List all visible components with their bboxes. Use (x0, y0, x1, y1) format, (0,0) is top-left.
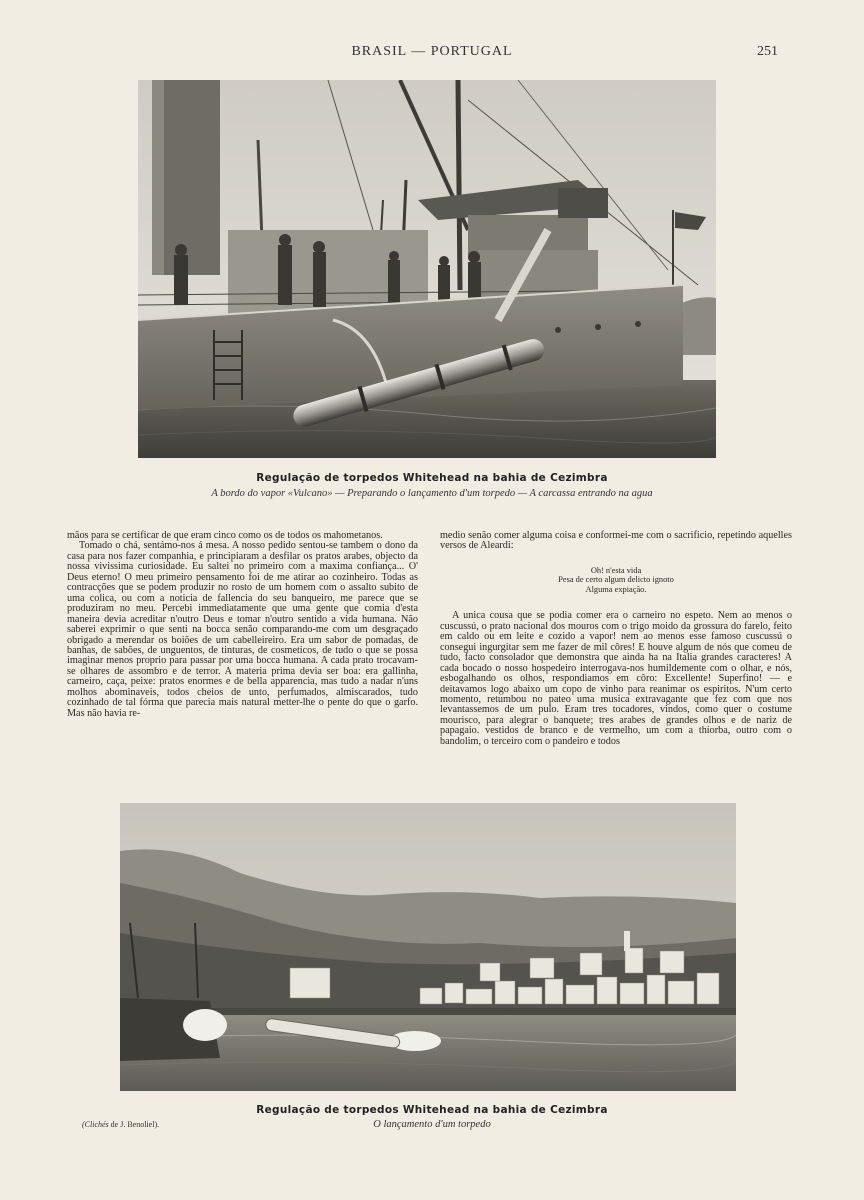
verse-line: Oh! n'esta vida (590, 565, 642, 575)
paragraph: mãos para se certificar de que eram cinco como os de todos os mahometanos. (67, 530, 383, 541)
bay-photo-illustration (120, 803, 736, 1091)
verse-quote (440, 566, 792, 595)
photo-credit (82, 1120, 159, 1129)
text-column-right (440, 531, 792, 747)
credit-prefix: (Clichés (82, 1120, 109, 1129)
figure-bottom-subtitle: O lançamento d'um torpedo (373, 1119, 491, 1130)
paragraph: A unica cousa que se podia comer era o carneiro no espeto. Nem ao menos o cuscussú, o prato nacional dos mouros com o trigo moido da grossura do farelo, feito em caldo ou em leite e cozido a vapor! nem ao menos esse famoso cuscussú o consegui ingurgitar sem me fazer de mil côres! E houve algum de nós que comeu de tudo, facto consolador que demonstra que ainda ha na Italia grandes caracteres! A cada bocado o nosso hospedeiro interrogava-nos humildemente com o olhar, e nós, esbogalhando os olhos, respondiamos em côro: Excellente! Superfino! — e deitavamos logo abaixo um copo de vinho para reanimar os espiritos. N'um certo momento, retumbou no pateo uma musica extravagante que fez com que nos levantassemos de um pulo. Eram tres tocadores, vindos, como quer o costume mourisco, para alegrar o banquete; tres arabes de grandes olhos e de nariz de papagaio. vestidos de branco e de vermelho, um com a thiorba, outro com o bandolim, o terceiro com o pandeiro e todos (440, 610, 792, 747)
verse-line: Alguma expiação. (585, 584, 647, 594)
running-head: BRASIL — PORTUGAL (351, 44, 513, 59)
ship-photo-illustration (138, 80, 716, 458)
credit-suffix: de J. Benoliel). (108, 1120, 160, 1129)
photo-torpedo-launch (120, 803, 736, 1091)
figure-top-subtitle: A bordo do vapor «Vulcano» — Preparando o lançamento d'um torpedo — A carcassa entrando na agua (211, 488, 653, 499)
text-column-left (67, 531, 418, 719)
figure-top-title: Regulação de torpedos Whitehead na bahia de Cezimbra (256, 472, 608, 484)
paragraph: medio senão comer alguma coisa e conformei-me com o sacrificio, repetindo aquelles versos de Aleardi: (440, 530, 792, 552)
paragraph: Tomado o chá, sentámo-nos á mesa. A nosso pedido sentou-se tambem o dono da casa para nos fazer companhia, e principiaram a desfilar os pratos arabes, objecto da nossa vivissima curiosidade. Eu saltei no primeiro com a maxima confiança... O' Deus eterno! O meu primeiro pensamento foi de me atirar ao cozinheiro. Todas as contracções que se podem produzir no rosto de um homem com o assalto subito de uma colica, ou com a noticia de fallencia do seu banqueiro, me parece que se produziram no meu. Percebi immediatamente que uma gente que comia d'esta maneira devia acreditar n'outro Deus e tomar n'outro sentido a vida humana. Não saberei exprimir o que senti na bocca senão comparando-me com um desgraçado obrigado a merendar os boiões de um cabelleireiro. Era um sabor de pomadas, de banhas, de sabões, de unguentos, de tinturas, de cosmeticos, de tudo o que se possa imaginar menos proprio para passar por uma bocca humana. A cada prato trocavam-se olhares de assombro e de terror. A materia prima devia ser boa: era gallinha, carneiro, caça, peixe: pratos enormes e de bella apparencia, mas tudo a nadar n'uns molhos abominaveis, todos cheios de unto, perfumados, almiscarados, tudo cozinhado de tal fórma que parecia mais natural metter-lhe o pente do que o garfo. Mas não havia re- (67, 540, 418, 719)
figure-bottom-title: Regulação de torpedos Whitehead na bahia de Cezimbra (256, 1104, 608, 1116)
page-number: 251 (757, 44, 778, 59)
verse-line: Pesa de certo algum delicto ignoto (558, 575, 674, 585)
photo-ship-torpedo (138, 80, 716, 458)
